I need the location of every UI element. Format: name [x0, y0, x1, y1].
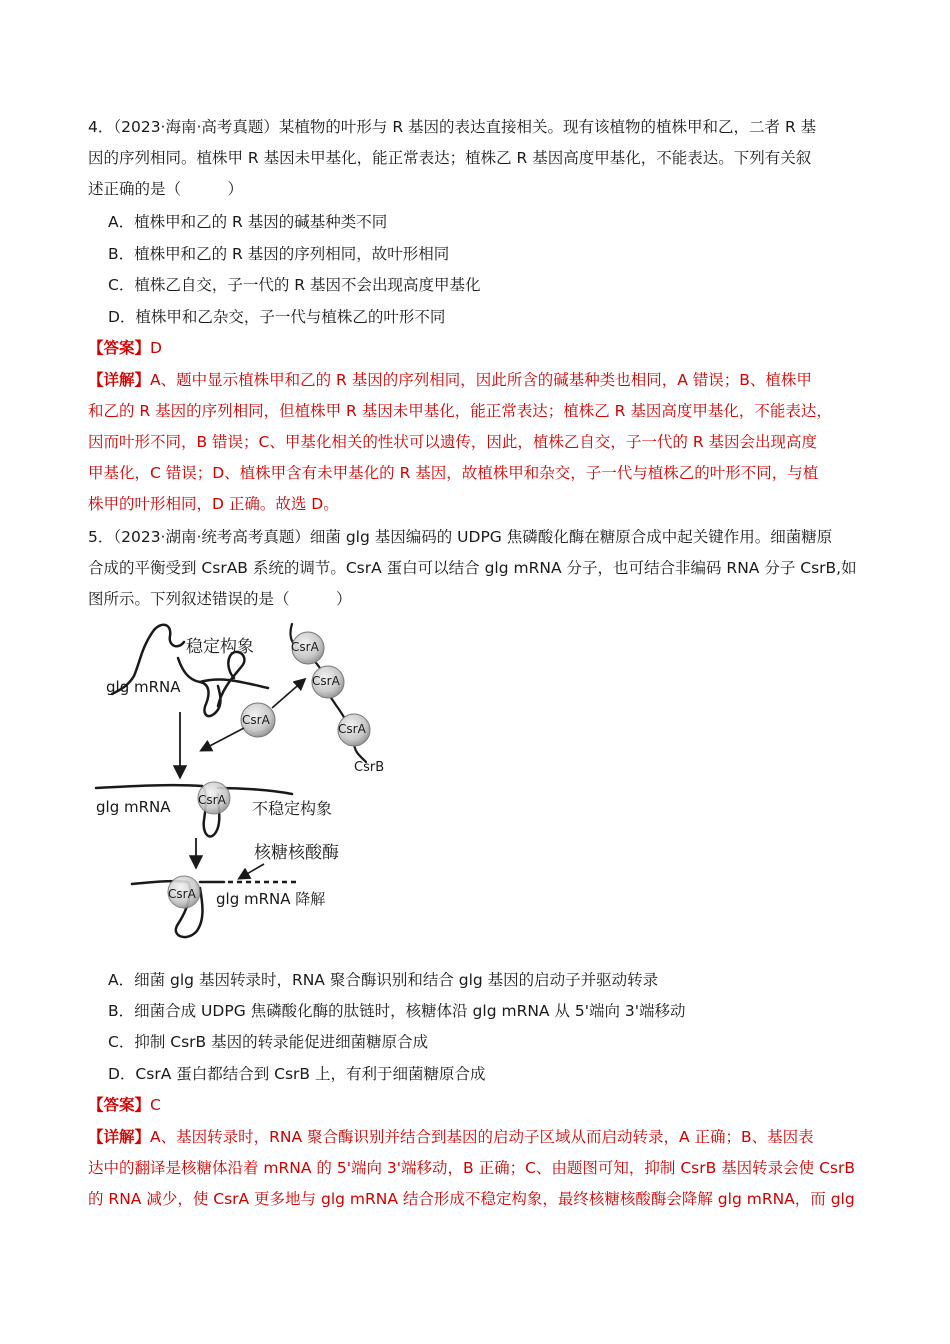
q4-detail-line-5: 株甲的叶形相同，D 正确。故选 D。 [88, 495, 339, 513]
csra-label-1: CsrA [291, 640, 319, 654]
q4-detail-line-3: 因而叶形不同，B 错误；C、甲基化相关的性状可以遗传，因此，植株乙自交，子一代的 R 基因会出现高度 [88, 433, 818, 451]
q4-detail-line-1: 【详解】A、题中显示植株甲和乙的 R 基因的序列相同，因此所含的碱基种类也相同，A 错误；B、植株甲 [88, 371, 812, 389]
q5-stem-line-2: 合成的平衡受到 CsrAB 系统的调节。CsrA 蛋白可以结合 glg mRNA 分子，也可结合非编码 RNA 分子 CsrB,如 [88, 559, 857, 577]
arrow-to-csrb [272, 680, 304, 708]
q5-answer-label: 【答案】 [88, 1096, 151, 1114]
q5-option-c: C．抑制 CsrB 基因的转录能促进细菌糖原合成 [108, 1033, 429, 1051]
q4-answer-value: D [150, 339, 162, 357]
unstable-conformation-label: 不稳定构象 [252, 799, 333, 818]
q4-option-d: D．植株甲和乙杂交，子一代与植株乙的叶形不同 [108, 308, 446, 326]
q5-detail-line-3: 的 RNA 减少，使 CsrA 更多地与 glg mRNA 结合形成不稳定构象，最终核糖核酸酶会降解 glg mRNA，而 glg [88, 1190, 855, 1208]
csra-label-free: CsrA [242, 713, 270, 727]
csra-label-2: CsrA [312, 674, 340, 688]
q4-option-b: B．植株甲和乙的 R 基因的序列相同，故叶形相同 [108, 245, 450, 263]
q5-option-d: D．CsrA 蛋白都结合到 CsrB 上，有利于细菌糖原合成 [108, 1065, 486, 1083]
q5-detail-line-2: 达中的翻译是核糖体沿着 mRNA 的 5'端向 3'端移动，B 正确；C、由题图可知，抑制 CsrB 基因转录会使 CsrB [88, 1159, 855, 1177]
csra-label-3: CsrA [338, 722, 366, 736]
q4-option-c: C．植株乙自交，子一代的 R 基因不会出现高度甲基化 [108, 276, 481, 294]
glg-mrna-label-1: glg mRNA [106, 678, 181, 696]
q4-stem-line-2: 因的序列相同。植株甲 R 基因未甲基化，能正常表达；植株乙 R 基因高度甲基化，不能表达。下列有关叙 [88, 149, 812, 167]
arrow-to-mrna [202, 728, 244, 750]
q5-detail-label: 【详解】 [88, 1128, 151, 1146]
ribonuclease-label: 核糖核酸酶 [254, 843, 339, 863]
csra-label-bound-2: CsrA [168, 887, 196, 901]
q4-detail-line-4: 甲基化，C 错误；D、植株甲含有未甲基化的 R 基因，故植株甲和杂交，子一代与植株乙的叶形不同，与植 [88, 464, 819, 482]
q5-option-a: A．细菌 glg 基因转录时，RNA 聚合酶识别和结合 glg 基因的启动子并驱动转录 [108, 971, 659, 989]
q5-answer [88, 1095, 161, 1115]
q5-stem-line-3: 图所示。下列叙述错误的是（ ） [88, 590, 352, 608]
q5-stem-line-1: 5．（2023·湖南·统考高考真题）细菌 glg 基因编码的 UDPG 焦磷酸化酶在糖原合成中起关键作用。细菌糖原 [88, 528, 833, 546]
q4-stem-line-3: 述正确的是（ ） [88, 180, 244, 198]
csrab-diagram [92, 616, 412, 946]
q4-detail-line-2: 和乙的 R 基因的序列相同，但植株甲 R 基因未甲基化，能正常表达；植株乙 R 基因高度甲基化，不能表达， [88, 402, 832, 420]
arrow-ribonuclease [240, 864, 264, 878]
csra-label-bound-1: CsrA [198, 793, 226, 807]
q4-answer-label: 【答案】 [88, 339, 151, 357]
q5-detail-line-1: 【详解】A、基因转录时，RNA 聚合酶识别并结合到基因的启动子区域从而启动转录，A 正确；B、基因表 [88, 1128, 814, 1146]
q4-answer [88, 338, 162, 358]
q4-detail-label: 【详解】 [88, 371, 151, 389]
q4-stem-line-1: 4．（2023·海南·高考真题）某植物的叶形与 R 基因的表达直接相关。现有该植物的植株甲和乙，二者 R 基 [88, 118, 817, 136]
glg-mrna-label-2: glg mRNA [96, 798, 171, 816]
stable-conformation-label: 稳定构象 [186, 637, 254, 657]
degrade-label: glg mRNA 降解 [216, 890, 326, 908]
q5-answer-value: C [150, 1096, 161, 1114]
csrb-label: CsrB [354, 760, 385, 775]
q4-option-a: A．植株甲和乙的 R 基因的碱基种类不同 [108, 213, 388, 231]
q5-option-b: B．细菌合成 UDPG 焦磷酸化酶的肽链时，核糖体沿 glg mRNA 从 5'端向 3'端移动 [108, 1002, 686, 1020]
